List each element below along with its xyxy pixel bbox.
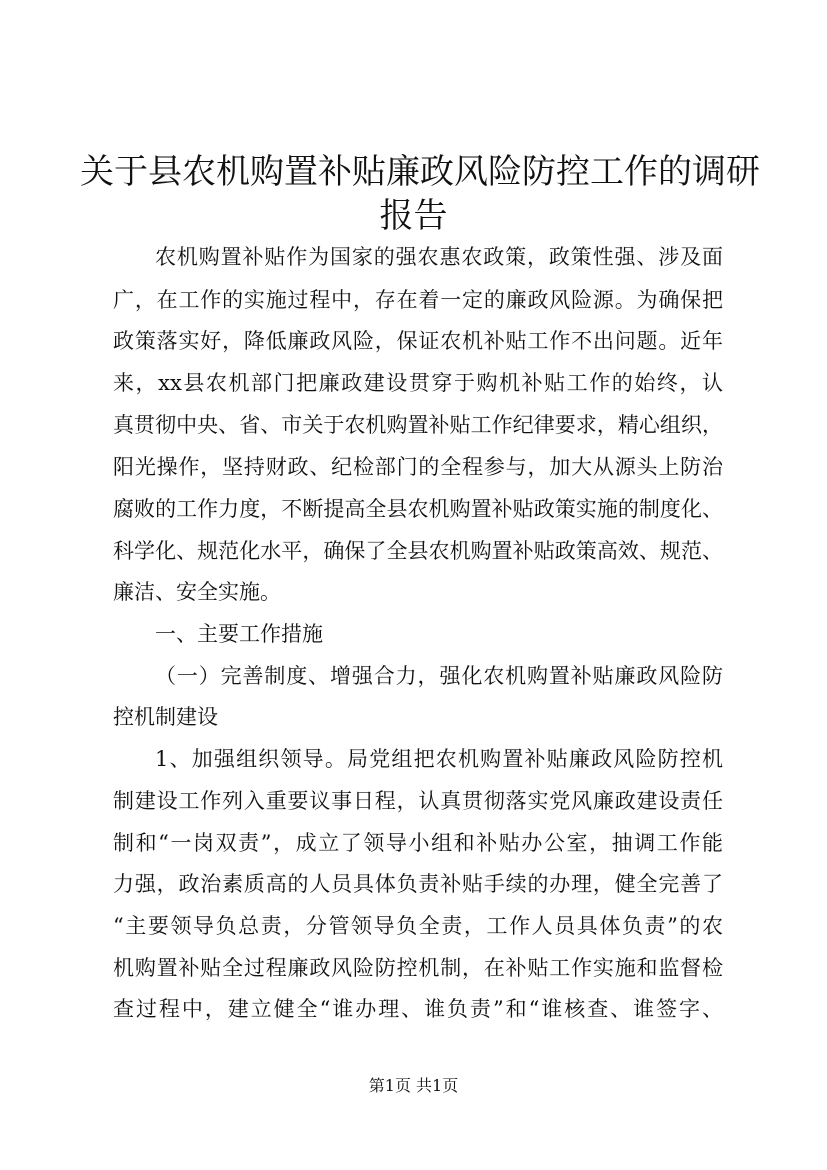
- body-line: 1、加强组织领导。局党组把农机购置补贴廉政风险防控机: [155, 747, 723, 771]
- body-line: 力强，政治素质高的人员具体负责补贴手续的办理，健全完善了: [113, 872, 723, 896]
- body-line: 查过程中，建立健全“谁办理、谁负责”和“谁核查、谁签字、: [113, 997, 723, 1021]
- body-line: 腐败的工作力度，不断提高全县农机购置补贴政策实施的制度化、: [113, 497, 723, 521]
- page-footer: 第1页 共1页: [368, 1076, 459, 1095]
- body-line: 阳光操作，坚持财政、纪检部门的全程参与，加大从源头上防治: [113, 455, 723, 479]
- document-title-line-2: 报告: [379, 196, 448, 236]
- body-line: 政策落实好，降低廉政风险，保证农机补贴工作不出问题。近年: [113, 329, 723, 353]
- body-line: 来，xx县农机部门把廉政建设贯穿于购机补贴工作的始终，认: [113, 371, 723, 395]
- body-line: 科学化、规范化水平，确保了全县农机购置补贴政策高效、规范、: [113, 539, 723, 563]
- body-line: 机购置补贴全过程廉政风险防控机制，在补贴工作实施和监督检: [113, 956, 723, 980]
- body-line: 制建设工作列入重要议事日程，认真贯彻落实党风廉政建设责任: [113, 789, 723, 813]
- subsection-heading-cont: 控机制建设: [113, 705, 218, 729]
- subsection-heading: （一）完善制度、增强合力，强化农机购置补贴廉政风险防: [155, 664, 723, 688]
- body-line: “主要领导负总责，分管领导负全责，工作人员具体负责”的农: [113, 914, 723, 938]
- body-line: 真贯彻中央、省、市关于农机购置补贴工作纪律要求，精心组织，: [113, 413, 723, 437]
- body-line: 制和“一岗双责”，成立了领导小组和补贴办公室，抽调工作能: [113, 831, 723, 855]
- body-line: 廉洁、安全实施。: [113, 580, 281, 604]
- document-title-line-1: 关于县农机购置补贴廉政风险防控工作的调研: [80, 152, 760, 192]
- body-line: 广，在工作的实施过程中，存在着一定的廉政风险源。为确保把: [113, 288, 723, 312]
- section-heading: 一、主要工作措施: [155, 622, 323, 646]
- body-line: 农机购置补贴作为国家的强农惠农政策，政策性强、涉及面: [155, 245, 723, 269]
